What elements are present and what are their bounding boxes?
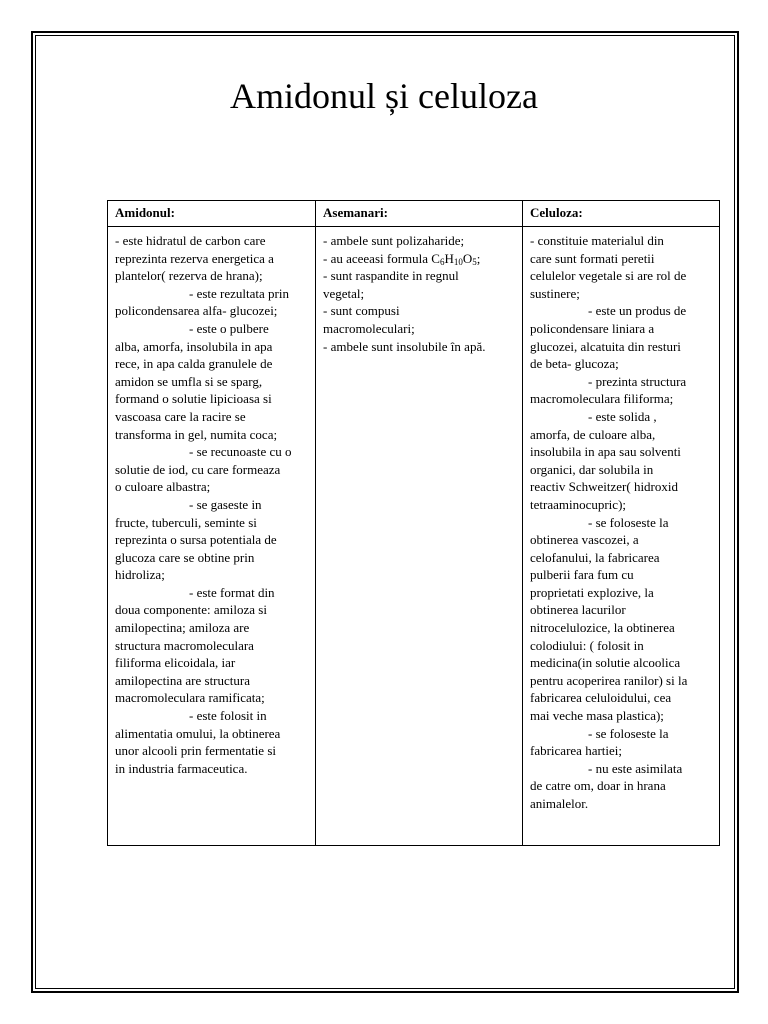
celuloza-line: pulberii fara fum cu	[530, 567, 634, 583]
celuloza-line: fabricarea celuloidului, cea	[530, 690, 672, 706]
formula-subscript: 10	[453, 256, 463, 267]
celuloza-line: insolubila in apa sau solventi	[530, 444, 681, 460]
formula-text: - au aceeasi formula C	[323, 250, 440, 266]
amidonul-line: alba, amorfa, insolubila in apa	[115, 338, 273, 354]
formula-text: O	[462, 250, 473, 266]
header-asemanari: Asemanari:	[316, 201, 523, 227]
amidonul-line: - este o pulbere	[189, 320, 269, 336]
amidonul-line: plantelor( rezerva de hrana);	[115, 268, 263, 284]
celuloza-line: - se foloseste la	[588, 725, 669, 741]
amidonul-line: filiforma elicoidala, iar	[115, 655, 236, 671]
amidonul-line: - se recunoaste cu o	[189, 444, 292, 460]
amidonul-line: - este format din	[189, 584, 275, 600]
asemanari-line: - ambele sunt polizaharide;	[323, 233, 465, 248]
asemanari-line: macromoleculari;	[323, 320, 415, 336]
table-header-row	[108, 201, 720, 227]
celuloza-line: de catre om, doar in hrana	[530, 778, 666, 794]
amidonul-line: amidon se umfla si se sparg,	[115, 373, 263, 389]
celuloza-line: - se foloseste la	[588, 514, 669, 530]
celuloza-line: de beta- glucoza;	[530, 356, 619, 372]
amidonul-line: alimentatia omului, la obtinerea	[115, 725, 281, 741]
amidonul-line: structura macromoleculara	[115, 637, 254, 653]
amidonul-line: macromoleculara ramificata;	[115, 690, 265, 706]
amidonul-line: amilopectina are structura	[115, 672, 250, 688]
formula-text: ;	[476, 250, 481, 266]
asemanari-line: - ambele sunt insolubile în apă.	[323, 338, 486, 354]
formula-text: H	[444, 250, 454, 266]
celuloza-line: care sunt formati peretii	[530, 250, 655, 266]
amidonul-line: - se gaseste in	[189, 496, 262, 512]
celuloza-line: - este un produs de	[588, 303, 687, 319]
amidonul-line: reprezinta rezerva energetica a	[115, 250, 274, 266]
celuloza-line: organici, dar solubila in	[530, 461, 654, 477]
celuloza-line: sustinere;	[530, 285, 580, 301]
celuloza-line: macromoleculara filiforma;	[530, 391, 674, 407]
amidonul-line: hidroliza;	[115, 567, 165, 583]
formula-subscript: 5	[472, 256, 477, 267]
amidonul-line: transforma in gel, numita coca;	[115, 426, 278, 442]
amidonul-line: o culoare albastra;	[115, 479, 211, 495]
table-row	[108, 227, 720, 846]
amidonul-line: rece, in apa calda granulele de	[115, 356, 273, 372]
amidonul-line: formand o solutie lipicioasa si	[115, 391, 272, 407]
celuloza-line: pentru acoperirea ranilor) si la	[530, 672, 688, 688]
celuloza-line: reactiv Schweitzer( hidroxid	[530, 479, 678, 495]
celuloza-line: colodiului: ( folosit in	[530, 637, 644, 653]
celuloza-line: obtinerea lacurilor	[530, 602, 626, 618]
celuloza-line: medicina(in solutie alcoolica	[530, 655, 681, 671]
celuloza-line: obtinerea vascozei, a	[530, 532, 639, 548]
page-title: Amidonul și celuloza	[230, 76, 538, 116]
amidonul-line: vascoasa care la racire se	[115, 408, 246, 424]
amidonul-line: - este rezultata prin	[189, 285, 289, 301]
celuloza-line: fabricarea hartiei;	[530, 743, 623, 759]
formula-subscript: 6	[439, 256, 445, 267]
celuloza-cell	[523, 227, 720, 846]
asemanari-line: vegetal;	[323, 285, 365, 301]
amidonul-line: solutie de iod, cu care formeaza	[115, 461, 281, 477]
amidonul-line: reprezinta o sursa potentiala de	[115, 532, 277, 548]
celuloza-line: animalelor.	[530, 796, 589, 811]
celuloza-line: amorfa, de culoare alba,	[530, 426, 656, 442]
header-amidonul: Amidonul:	[108, 201, 316, 227]
celuloza-line: proprietati explozive, la	[530, 584, 654, 600]
celuloza-line: - constituie materialul din	[530, 233, 664, 248]
amidonul-line: glucoza care se obtine prin	[115, 549, 255, 565]
amidonul-cell	[108, 227, 316, 846]
celuloza-line: glucozei, alcatuita din resturi	[530, 338, 681, 354]
asemanari-line: - sunt raspandite in regnul	[323, 268, 459, 284]
celuloza-line: - este solida ,	[588, 408, 657, 424]
amidonul-line: fructe, tuberculi, seminte si	[115, 514, 257, 530]
formula-line	[323, 250, 515, 268]
celuloza-line: - nu este asimilata	[588, 760, 683, 776]
comparison-table	[107, 200, 720, 846]
celuloza-line: policondensare liniara a	[530, 320, 655, 336]
amidonul-line: - este folosit in	[189, 708, 267, 724]
celuloza-line: nitrocelulozice, la obtinerea	[530, 620, 675, 636]
asemanari-cell	[316, 227, 523, 846]
amidonul-line: unor alcooli prin fermentatie si	[115, 743, 277, 759]
amidonul-line: amilopectina; amiloza are	[115, 620, 250, 636]
amidonul-line: doua componente: amiloza si	[115, 602, 267, 618]
celuloza-line: mai veche masa plastica);	[530, 708, 664, 724]
celuloza-line: celulelor vegetale si are rol de	[530, 268, 687, 284]
amidonul-line: policondensarea alfa- glucozei;	[115, 303, 278, 319]
header-celuloza: Celuloza:	[523, 201, 720, 227]
asemanari-line: - sunt compusi	[323, 303, 400, 319]
celuloza-line: - prezinta structura	[588, 373, 687, 389]
celuloza-line: celofanului, la fabricarea	[530, 549, 660, 565]
amidonul-line: - este hidratul de carbon care	[115, 233, 266, 248]
amidonul-line: in industria farmaceutica.	[115, 760, 248, 776]
celuloza-line: tetraaminocupric);	[530, 496, 627, 512]
